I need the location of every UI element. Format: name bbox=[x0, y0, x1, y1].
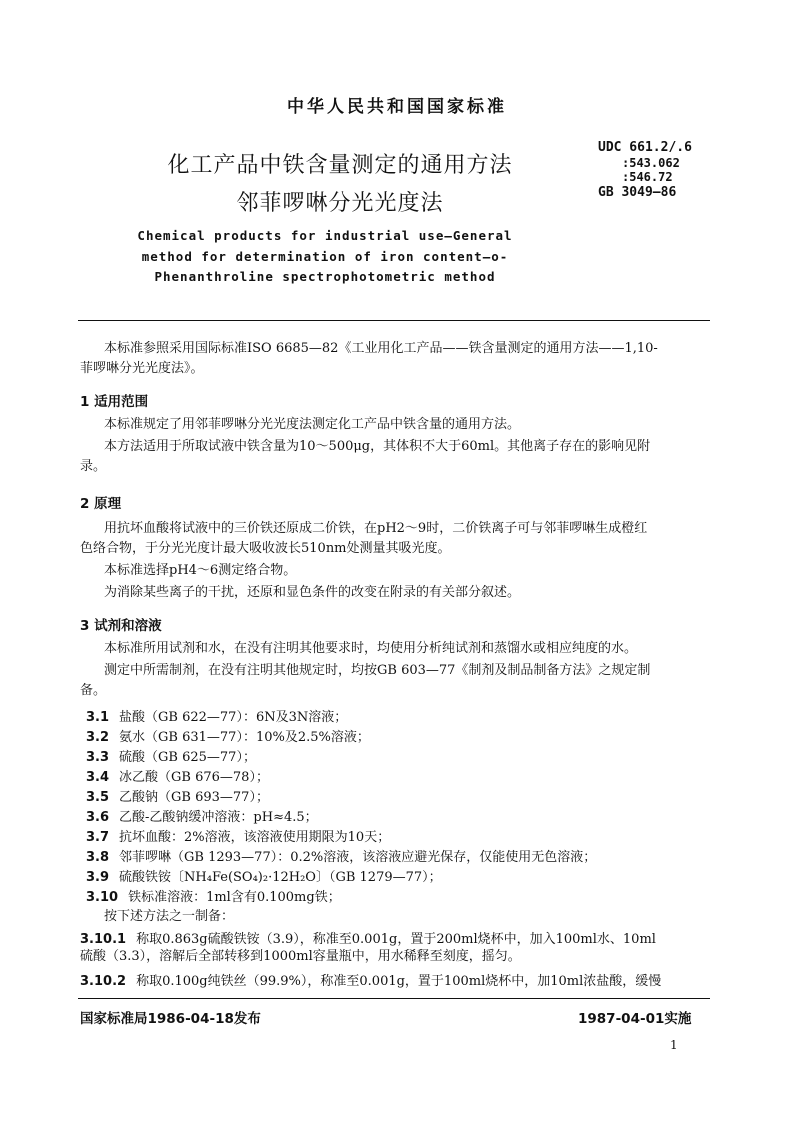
reagent-item bbox=[86, 886, 341, 905]
item-3-10-1-line2: 硫酸（3.3），溶解后全部转移到1000ml容量瓶中，用水稀释至刻度，摇匀。 bbox=[80, 949, 521, 964]
section2-para3: 为消除某些离子的干扰，还原和显色条件的改变在附录的有关部分叙述。 bbox=[104, 585, 521, 600]
udc-code-line3: :546.72 bbox=[622, 170, 673, 184]
item-number: 3.10.1 bbox=[80, 932, 127, 947]
method-intro: 按下述方法之一制备： bbox=[104, 909, 235, 924]
item-number: 3.3 bbox=[86, 750, 110, 765]
issue-date: 国家标准局1986-04-18发布 bbox=[80, 1011, 261, 1027]
reagent-item bbox=[86, 786, 269, 805]
english-title-line1: Chemical products for industrial use—General bbox=[137, 228, 513, 243]
item-number: 3.2 bbox=[86, 730, 110, 745]
reagent-item bbox=[86, 766, 269, 785]
reagent-item bbox=[86, 866, 442, 885]
section1-para1: 本标准规定了用邻菲啰啉分光光度法测定化工产品中铁含量的通用方法。 bbox=[104, 417, 521, 432]
section1-para2-line1: 本方法适用于所取试液中铁含量为10～500μg，其体积不大于60ml。其他离子存在的影响见附 bbox=[104, 439, 651, 454]
section2-para1-line1: 用抗坏血酸将试液中的三价铁还原成二价铁，在pH2～9时，二价铁离子可与邻菲啰啉生成橙红 bbox=[104, 521, 648, 536]
item-number: 3.10.2 bbox=[80, 974, 127, 989]
reagent-item bbox=[86, 826, 390, 845]
english-title-line3: Phenanthroline spectrophotometric method bbox=[154, 269, 496, 284]
item-3-10-1 bbox=[80, 928, 656, 947]
section2-heading: 2 原理 bbox=[80, 496, 122, 512]
item-text: 称取0.863g硫酸铁铵（3.9），称准至0.001g，置于200ml烧杯中，加入100ml水、10ml bbox=[136, 932, 656, 947]
standard-title-line1: 化工产品中铁含量测定的通用方法 bbox=[167, 153, 513, 178]
item-text: 乙酸-乙酸钠缓冲溶液：pH≈4.5； bbox=[119, 810, 318, 825]
english-title-line2: method for determination of iron content—o- bbox=[141, 249, 509, 264]
item-text: 乙酸钠（GB 693—77）； bbox=[119, 790, 269, 805]
item-text: 邻菲啰啉（GB 1293—77）：0.2%溶液，该溶液应避光保存，仅能使用无色溶液； bbox=[119, 850, 597, 865]
item-number: 3.5 bbox=[86, 790, 110, 805]
issuing-authority-title: 中华人民共和国国家标准 bbox=[287, 97, 507, 117]
section3-heading: 3 试剂和溶液 bbox=[80, 618, 162, 634]
section3-para1: 本标准所用试剂和水，在没有注明其他要求时，均使用分析纯试剂和蒸馏水或相应纯度的水。 bbox=[104, 641, 638, 656]
item-number: 3.4 bbox=[86, 770, 110, 785]
item-text: 抗坏血酸：2%溶液，该溶液使用期限为10天； bbox=[119, 830, 391, 845]
reagent-item bbox=[86, 806, 318, 825]
footer-divider bbox=[78, 998, 710, 999]
header-divider bbox=[78, 320, 710, 321]
reagent-item bbox=[86, 746, 256, 765]
section2-para2: 本标准选择pH4～6测定络合物。 bbox=[104, 563, 297, 578]
reagent-item bbox=[86, 726, 370, 745]
item-text: 冰乙酸（GB 676—78）； bbox=[119, 770, 269, 785]
item-number: 3.6 bbox=[86, 810, 110, 825]
udc-code-line1: UDC 661.2/.6 bbox=[598, 140, 692, 155]
item-text: 氨水（GB 631—77）：10%及2.5%溶液； bbox=[119, 730, 370, 745]
effective-date: 1987-04-01实施 bbox=[578, 1011, 692, 1027]
reagent-item bbox=[86, 846, 596, 865]
section3-para2-line1: 测定中所需制剂，在没有注明其他规定时，均按GB 603—77《制剂及制品制备方法》之规定制 bbox=[104, 663, 651, 678]
item-3-10-2 bbox=[80, 970, 661, 989]
section2-para1-line2: 色络合物，于分光光度计最大吸收波长510nm处测量其吸光度。 bbox=[80, 541, 451, 556]
item-number: 3.7 bbox=[86, 830, 110, 845]
reagent-item bbox=[86, 706, 347, 725]
item-text: 盐酸（GB 622—77）：6N及3N溶液； bbox=[119, 710, 348, 725]
item-text: 硫酸（GB 625—77）； bbox=[119, 750, 256, 765]
item-text: 称取0.100g纯铁丝（99.9%），称准至0.001g，置于100ml烧杯中，加10ml浓盐酸，缓慢 bbox=[136, 974, 662, 989]
intro-line2: 菲啰啉分光光度法》。 bbox=[80, 361, 204, 376]
standard-title-line2: 邻菲啰啉分光光度法 bbox=[236, 191, 444, 216]
section1-para2-line2: 录。 bbox=[80, 459, 107, 474]
section1-heading: 1 适用范围 bbox=[80, 394, 149, 410]
item-text: 硫酸铁铵〔NH₄Fe(SO₄)₂·12H₂O〕（GB 1279—77）； bbox=[119, 870, 442, 885]
section3-para2-line2: 备。 bbox=[80, 683, 107, 698]
item-number: 3.8 bbox=[86, 850, 110, 865]
intro-line1: 本标准参照采用国际标准ISO 6685—82《工业用化工产品——铁含量测定的通用方法——1,10- bbox=[104, 341, 658, 356]
item-number: 3.9 bbox=[86, 870, 110, 885]
page-number: 1 bbox=[670, 1038, 678, 1052]
item-number: 3.10 bbox=[86, 890, 119, 905]
standard-number: GB 3049—86 bbox=[598, 185, 677, 200]
item-number: 3.1 bbox=[86, 710, 110, 725]
udc-code-line2: :543.062 bbox=[622, 156, 680, 170]
item-text: 铁标准溶液：1ml含有0.100mg铁； bbox=[128, 890, 341, 905]
